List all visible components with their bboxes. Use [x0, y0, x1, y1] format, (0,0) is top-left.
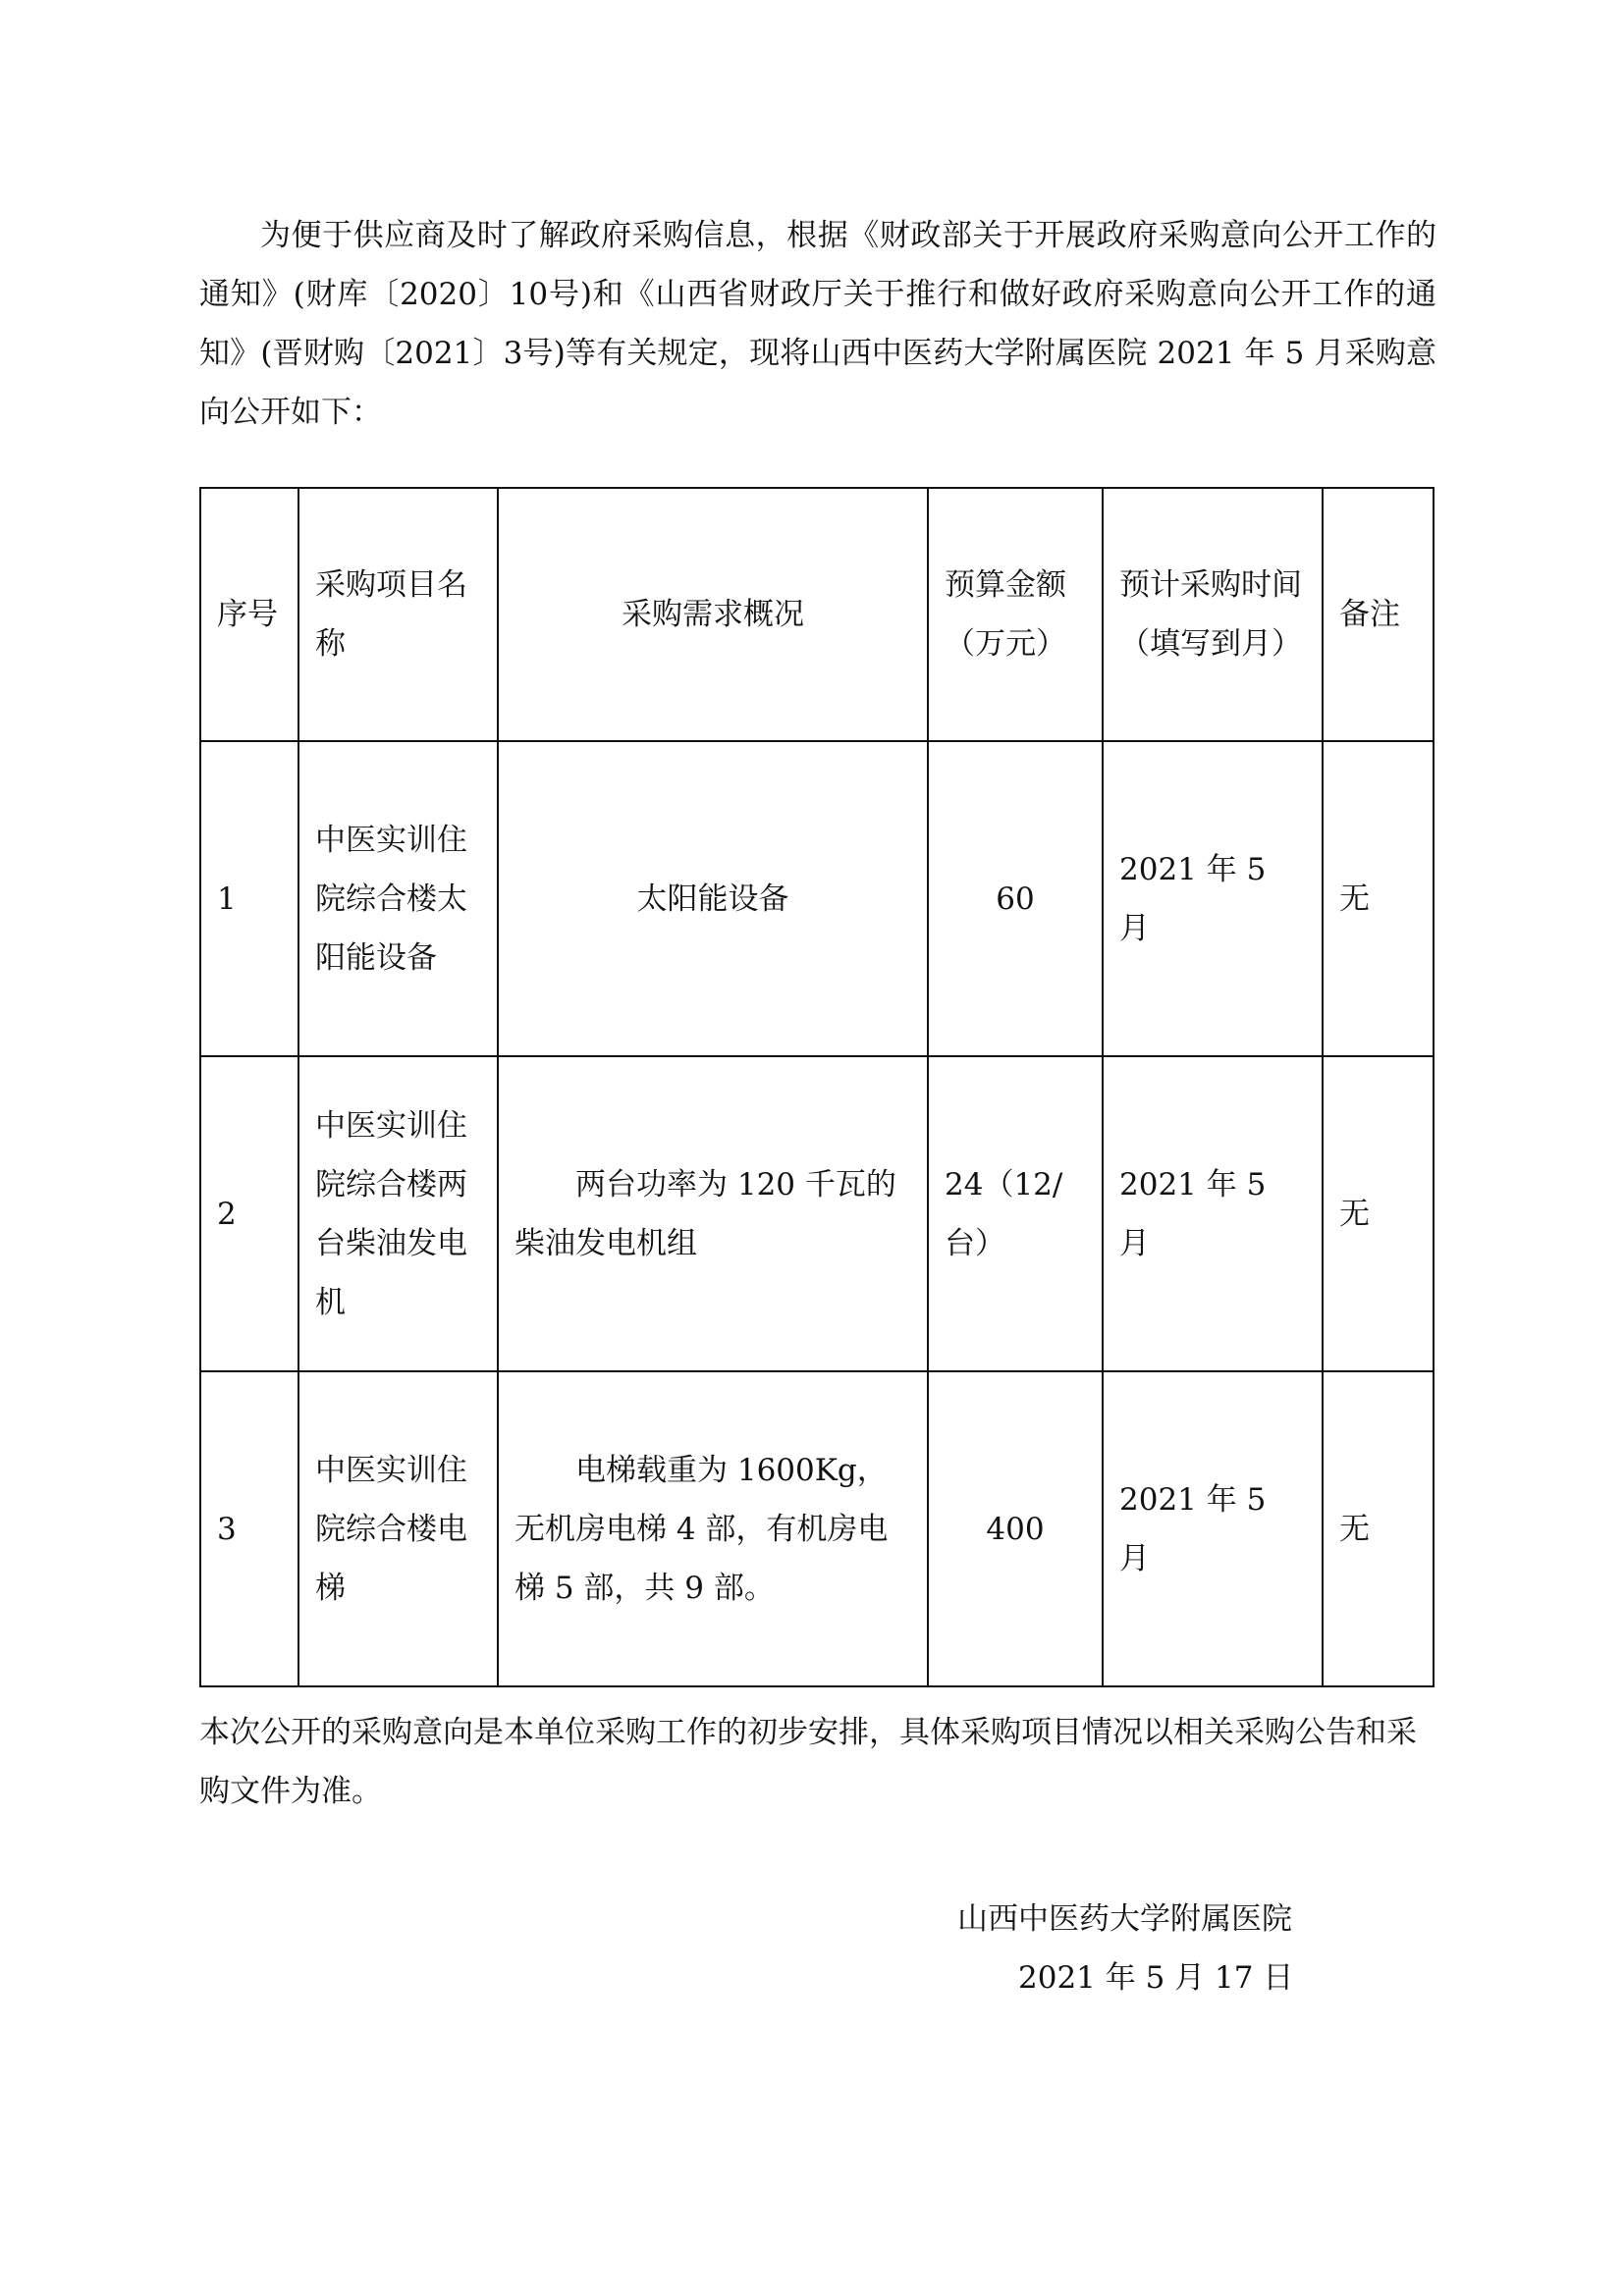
intro-paragraph: 为便于供应商及时了解政府采购信息，根据《财政部关于开展政府采购意向公开工作的通知》(财库〔2020〕10号)和《山西省财政厅关于推行和做好政府采购意向公开工作的通知》(晋财购〔2021〕3号)等有关规定，现将山西中医药大学附属医院 2021 年 5 月采购意向公开如下：	[199, 218, 1436, 430]
header-index: 序号	[200, 488, 298, 741]
row-description: 电梯载重为 1600Kg，无机房电梯 4 部，有机房电梯 5 部，共 9 部。	[498, 1371, 928, 1686]
row-name: 中医实训住院综合楼两台柴油发电机	[298, 1056, 498, 1371]
row-name: 中医实训住院综合楼太阳能设备	[298, 741, 498, 1056]
row-budget: 400	[928, 1371, 1103, 1686]
row-budget: 60	[928, 741, 1103, 1056]
closing-paragraph: 本次公开的采购意向是本单位采购工作的初步安排，具体采购项目情况以相关采购公告和采购文件为准。	[199, 1715, 1417, 1809]
row-note: 无	[1323, 1056, 1434, 1371]
signature-date: 2021 年 5 月 17 日	[1018, 1960, 1294, 1996]
row-name: 中医实训住院综合楼电梯	[298, 1371, 498, 1686]
row-time: 2021 年 5 月	[1103, 741, 1323, 1056]
table-row	[200, 741, 1434, 1056]
row-time: 2021 年 5 月	[1103, 1371, 1323, 1686]
signature-organization: 山西中医药大学附属医院	[957, 1901, 1292, 1937]
row-index: 1	[200, 741, 298, 1056]
row-description: 太阳能设备	[498, 741, 928, 1056]
header-note: 备注	[1323, 488, 1434, 741]
row-description: 两台功率为 120 千瓦的柴油发电机组	[498, 1056, 928, 1371]
row-time: 2021 年 5 月	[1103, 1056, 1323, 1371]
row-index: 2	[200, 1056, 298, 1371]
header-budget: 预算金额（万元）	[928, 488, 1103, 741]
header-time: 预计采购时间（填写到月）	[1103, 488, 1323, 741]
row-note: 无	[1323, 1371, 1434, 1686]
header-name: 采购项目名称	[298, 488, 498, 741]
procurement-table	[199, 487, 1435, 1687]
table-row	[200, 1371, 1434, 1686]
row-budget: 24（12/台）	[928, 1056, 1103, 1371]
row-note: 无	[1323, 741, 1434, 1056]
table-header-row	[200, 488, 1434, 741]
row-index: 3	[200, 1371, 298, 1686]
table-row	[200, 1056, 1434, 1371]
header-description: 采购需求概况	[498, 488, 928, 741]
